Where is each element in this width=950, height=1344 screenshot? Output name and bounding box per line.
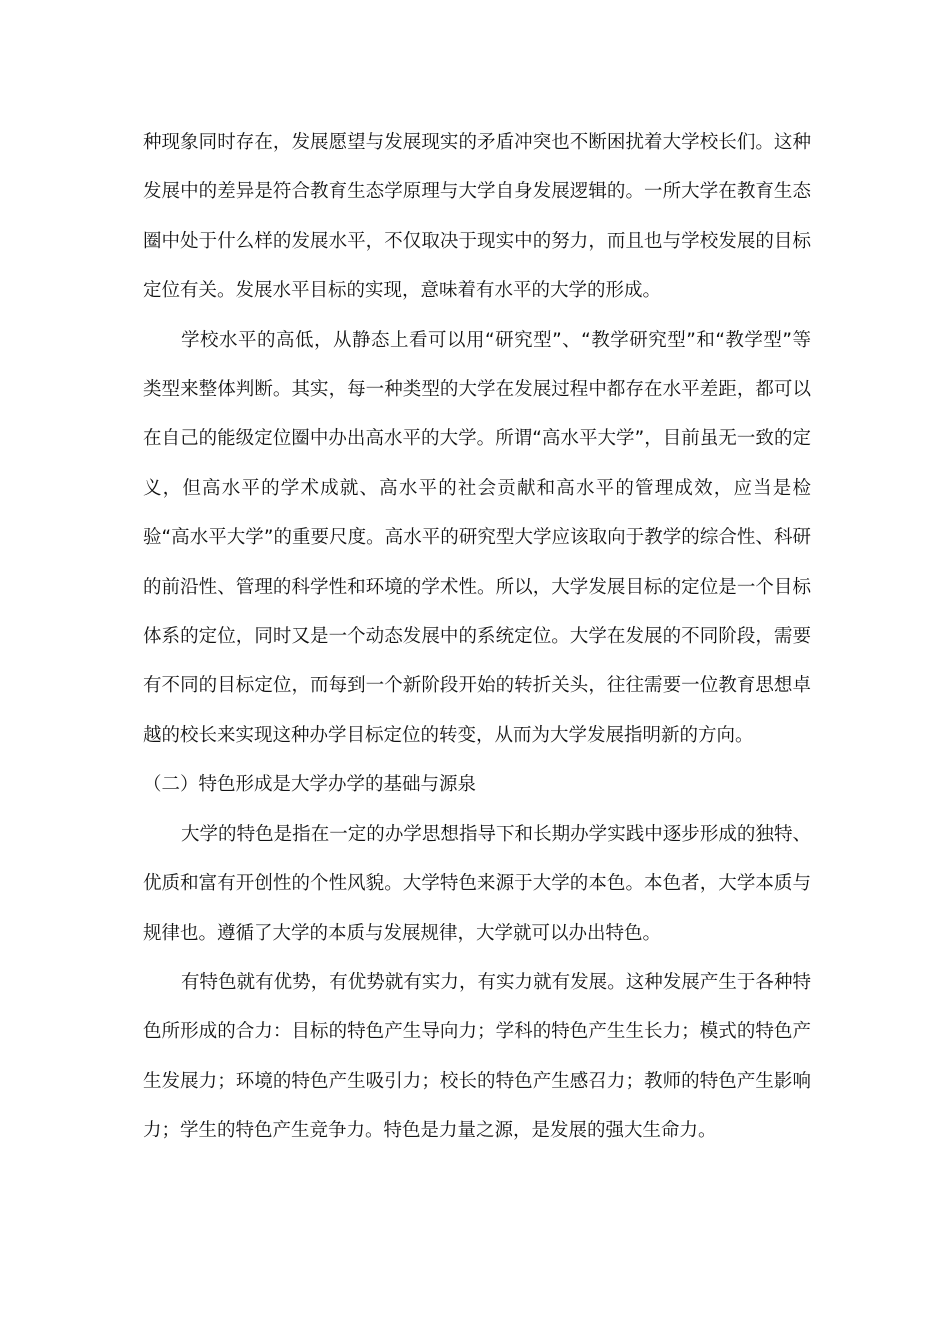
paragraph-characteristics-advantages: 有特色就有优势，有优势就有实力，有实力就有发展。这种发展产生于各种特色所形成的合力：目标的特色产生导向力；学科的特色产生生长力；模式的特色产生发展力；环境的特色产生吸引力；校长的特色产生感召力；教师的特色产生影响力；学生的特色产生竞争力。特色是力量之源，是发展的强大生命力。 bbox=[143, 971, 811, 1142]
document-body bbox=[143, 118, 811, 1156]
paragraph-university-characteristics: 大学的特色是指在一定的办学思想指导下和长期办学实践中逐步形成的独特、优质和富有开创性的个性风貌。大学特色来源于大学的本色。本色者，大学本质与规律也。遵循了大学的本质与发展规律，大学就可以办出特色。 bbox=[143, 823, 811, 944]
paragraph-continuation: 种现象同时存在，发展愿望与发展现实的矛盾冲突也不断困扰着大学校长们。这种发展中的差异是符合教育生态学原理与大学自身发展逻辑的。一所大学在教育生态圈中处于什么样的发展水平，不仅取决于现实中的努力，而且也与学校发展的目标定位有关。发展水平目标的实现，意味着有水平的大学的形成。 bbox=[143, 132, 811, 302]
section-heading: （二）特色形成是大学办学的基础与源泉 bbox=[143, 774, 477, 796]
paragraph-school-level: 学校水平的高低，从静态上看可以用“研究型”、“教学研究型”和“教学型”等类型来整体判断。其实，每一种类型的大学在发展过程中都存在水平差距，都可以在自己的能级定位圈中办出高水平的大学。所谓“高水平大学”，目前虽无一致的定义，但高水平的学术成就、高水平的社会贡献和高水平的管理成效，应当是检验“高水平大学”的重要尺度。高水平的研究型大学应该取向于教学的综合性、科研的前沿性、管理的科学性和环境的学术性。所以，大学发展目标的定位是一个目标体系的定位，同时又是一个动态发展中的系统定位。大学在发展的不同阶段，需要有不同的目标定位，而每到一个新阶段开始的转折关头，往往需要一位教育思想卓越的校长来实现这种办学目标定位的转变，从而为大学发展指明新的方向。 bbox=[143, 329, 811, 746]
